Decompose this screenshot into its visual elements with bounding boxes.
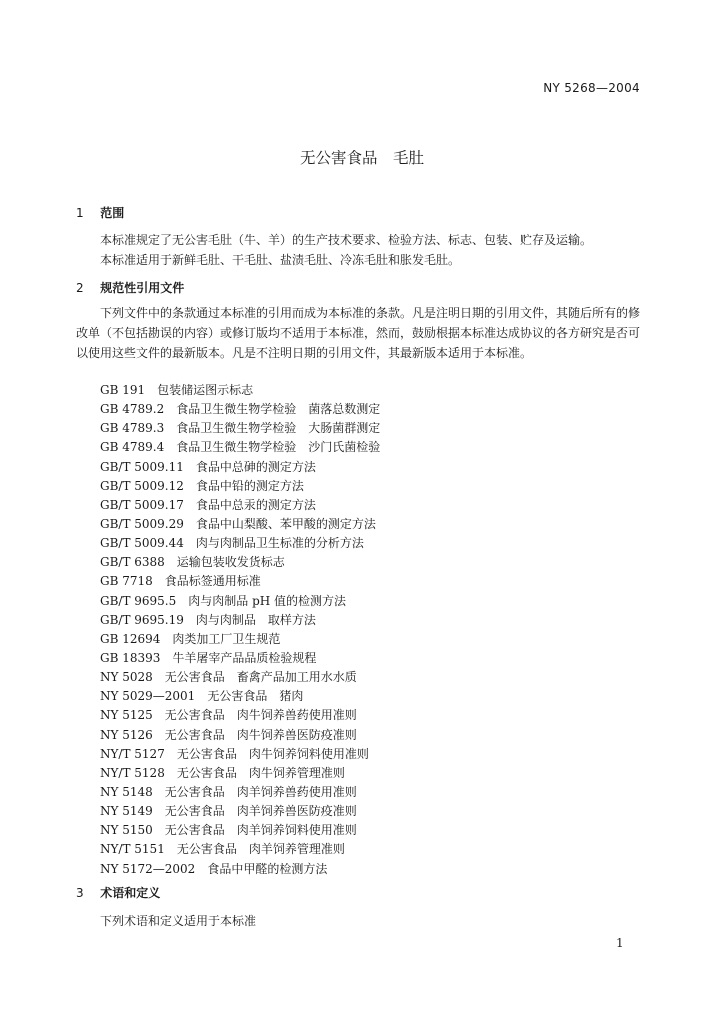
section-1-heading bbox=[76, 204, 124, 221]
reference-item: GB/T 9695.5 肉与肉制品 pH 值的检测方法 bbox=[100, 593, 347, 608]
reference-item: GB/T 5009.44 肉与肉制品卫生标准的分析方法 bbox=[100, 536, 364, 551]
section-3-heading bbox=[76, 884, 160, 901]
section-1-scope-line: 本标准规定了无公害毛肚（牛、羊）的生产技术要求、检验方法、标志、包装、贮存及运输。 bbox=[100, 233, 593, 247]
reference-item: NY 5029—2001 无公害食品 猪肉 bbox=[100, 689, 304, 704]
reference-list bbox=[100, 381, 380, 879]
section-1-number: 1 bbox=[76, 206, 84, 220]
reference-item: GB/T 5009.11 食品中总砷的测定方法 bbox=[100, 459, 316, 474]
section-3-intro-line: 下列术语和定义适用于本标准 bbox=[100, 914, 257, 928]
reference-item: GB/T 5009.17 食品中总汞的测定方法 bbox=[100, 497, 316, 512]
section-2-intro-paragraph: 下列文件中的条款通过本标准的引用而成为本标准的条款。凡是注明日期的引用文件，其随后所有的修改单（不包括勘误的内容）或修订版均不适用于本标准，然而，鼓励根据本标准达成协议的各方研究是否可以使用这些文件的最新版本。凡是不注明日期的引用文件，其最新版本适用于本标准。 bbox=[76, 306, 641, 360]
reference-item: NY 5125 无公害食品 肉牛饲养兽药使用准则 bbox=[100, 708, 357, 723]
section-3-number: 3 bbox=[76, 886, 84, 900]
reference-item: NY 5149 无公害食品 肉羊饲养兽医防疫准则 bbox=[100, 804, 357, 819]
reference-item: GB/T 9695.19 肉与肉制品 取样方法 bbox=[100, 612, 316, 627]
reference-item: GB 18393 牛羊屠宰产品品质检验规程 bbox=[100, 650, 317, 665]
reference-item: NY 5028 无公害食品 畜禽产品加工用水水质 bbox=[100, 670, 357, 685]
page-number: 1 bbox=[616, 936, 624, 950]
reference-item: NY 5150 无公害食品 肉羊饲养饲料使用准则 bbox=[100, 823, 357, 838]
standard-code: NY 5268—2004 bbox=[543, 81, 640, 95]
reference-item: GB 4789.2 食品卫生微生物学检验 菌落总数测定 bbox=[100, 402, 381, 417]
reference-item: NY 5148 无公害食品 肉羊饲养兽药使用准则 bbox=[100, 784, 357, 799]
reference-item: NY/T 5127 无公害食品 肉牛饲养饲料使用准则 bbox=[100, 746, 369, 761]
reference-item: NY/T 5151 无公害食品 肉羊饲养管理准则 bbox=[100, 842, 345, 857]
reference-item: NY 5126 无公害食品 肉牛饲养兽医防疫准则 bbox=[100, 727, 357, 742]
reference-item: NY/T 5128 无公害食品 肉牛饲养管理准则 bbox=[100, 765, 345, 780]
section-2-heading bbox=[76, 279, 184, 296]
reference-item: GB 4789.3 食品卫生微生物学检验 大肠菌群测定 bbox=[100, 421, 381, 436]
section-2-number: 2 bbox=[76, 281, 84, 295]
reference-item: GB 4789.4 食品卫生微生物学检验 沙门氏菌检验 bbox=[100, 440, 381, 455]
reference-item: GB/T 5009.12 食品中铅的测定方法 bbox=[100, 478, 304, 493]
reference-item: GB 12694 肉类加工厂卫生规范 bbox=[100, 631, 281, 646]
reference-item: GB 191 包装储运图示标志 bbox=[100, 383, 254, 397]
section-1-applicability-line: 本标准适用于新鲜毛肚、干毛肚、盐渍毛肚、冷冻毛肚和胀发毛肚。 bbox=[100, 253, 461, 267]
section-1-title: 范围 bbox=[100, 206, 125, 220]
reference-item: GB/T 5009.29 食品中山梨酸、苯甲酸的测定方法 bbox=[100, 516, 376, 531]
reference-item: NY 5172—2002 食品中甲醛的检测方法 bbox=[100, 861, 328, 876]
reference-item: GB 7718 食品标签通用标准 bbox=[100, 574, 261, 589]
section-3-title: 术语和定义 bbox=[100, 886, 161, 900]
document-title: 无公害食品 毛肚 bbox=[299, 149, 424, 167]
section-2-title: 规范性引用文件 bbox=[100, 281, 185, 295]
reference-item: GB/T 6388 运输包装收发货标志 bbox=[100, 555, 285, 570]
